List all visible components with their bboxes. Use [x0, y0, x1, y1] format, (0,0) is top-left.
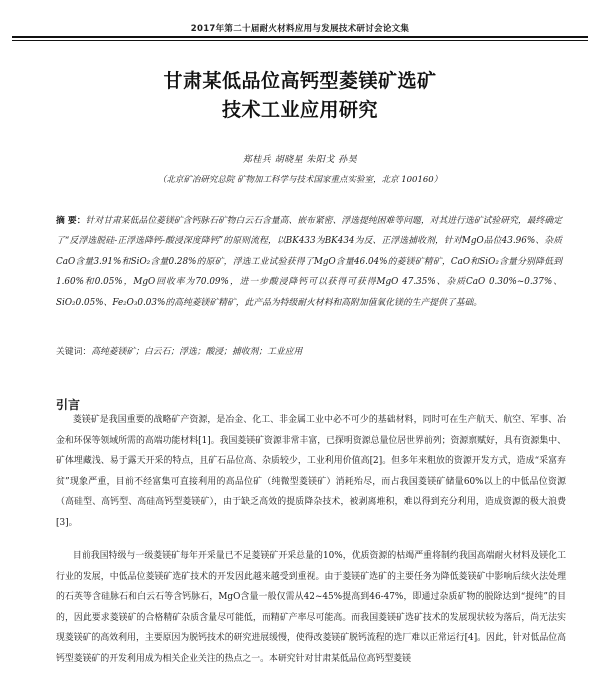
- keywords-label: 关键词：: [56, 347, 92, 357]
- header-rule-thin: [12, 40, 588, 41]
- abstract-text: 针对甘肃某低品位菱镁矿含钙脉石矿物白云石含量高、嵌布紧密、浮选提纯困难等问题，对其进行选矿试验研究，最终确定了“反浮选脱硅-正浮选降钙-酸浸深度降钙”的原则流程，以BK433为BK434为反、正浮选捕收剂，针对MgO品位43.96%、杂质CaO含量3.91%和SiO₂含量0.28%的原矿，浮选工业试验获得了MgO含量46.04%的菱镁矿精矿，CaO和SiO₂含量分别降低到1.60%和0.05%，MgO回收率为70.09%，进一步酸浸降钙可以获得可获得MgO 47.35%、杂质CaO 0.30%~0.37%、SiO₂0.05%、Fe₂O₃0.03%的高纯菱镁矿精矿，此产品为特级耐火材料和高附加值氧化镁的生产提供了基础。: [56, 216, 562, 308]
- affiliation: （北京矿冶研究总院 矿物加工科学与技术国家重点实验室，北京 100160）: [157, 175, 443, 185]
- authors: 郑桂兵 胡晓星 朱阳戈 孙昊: [242, 155, 358, 165]
- keywords: [56, 344, 562, 357]
- keywords-text: 高纯菱镁矿；白云石；浮选；酸浸；捕收剂；工业应用: [91, 347, 303, 357]
- abstract: [56, 211, 562, 313]
- header-rule: [12, 36, 588, 38]
- abstract-label: 摘 要：: [56, 216, 86, 226]
- running-header: 2017年第二十届耐火材料应用与发展技术研讨会论文集: [190, 24, 410, 34]
- paper-title-line-1: 甘肃某低品位高钙型菱镁矿选矿: [163, 70, 437, 92]
- paper-title-line-2: 技术工业应用研究: [221, 99, 378, 121]
- intro-paragraph-1: 菱镁矿是我国重要的战略矿产资源，是冶金、化工、非金属工业中必不可少的基础材料，同时可在生产航天、航空、军事、冶金和环保等领域所需的高端功能材料[1]。我国菱镁矿资源非常丰富，已探明资源总量位居世界前列；资源禀赋好，具有资源集中、矿体埋藏浅、易于露天开采的特点，且矿石品位高、杂质较少，工业利用价值高[2]。但多年来粗放的资源开发方式，造成“采富弃贫”现象严重，目前不经富集可直接利用的高品位矿（纯微型菱镁矿）消耗殆尽，而占我国菱镁矿储量60%以上的中低品位资源（高硅型、高钙型、高硅高钙型菱镁矿），由于缺乏高效的提质降杂技术，被剥离堆积，难以得到充分利用，造成资源的极大浪费[3]。: [56, 415, 566, 528]
- section-heading-introduction: 引言: [56, 398, 81, 412]
- intro-paragraph-2: 目前我国特级与一级菱镁矿每年开采量已不足菱镁矿开采总量的10%，优质资源的枯竭严重将制约我国高端耐火材料及镁化工行业的发展，中低品位菱镁矿选矿技术的开发因此越来越受到重视。由于菱镁矿选矿的主要任务为降低菱镁矿中影响后续火法处理的石英等含硅脉石和白云石等含钙脉石，MgO含量一般仅需从42~45%提高到46-47%，即通过杂质矿物的脱除达到“提纯”的目的，因此要求菱镁矿的合格精矿杂质含量尽可能低，而精矿产率尽可能高。而我国菱镁矿选矿技术的发展现状较为落后，尚无法实现菱镁矿的高效利用，主要原因为脱钙技术的研究进展缓慢，使得改菱镁矿脱钙流程的选厂难以正常运行[4]。因此，针对低品位高钙型菱镁矿的开发利用成为相关企业关注的热点之一。本研究针对甘肃某低品位高钙型菱镁: [56, 551, 566, 664]
